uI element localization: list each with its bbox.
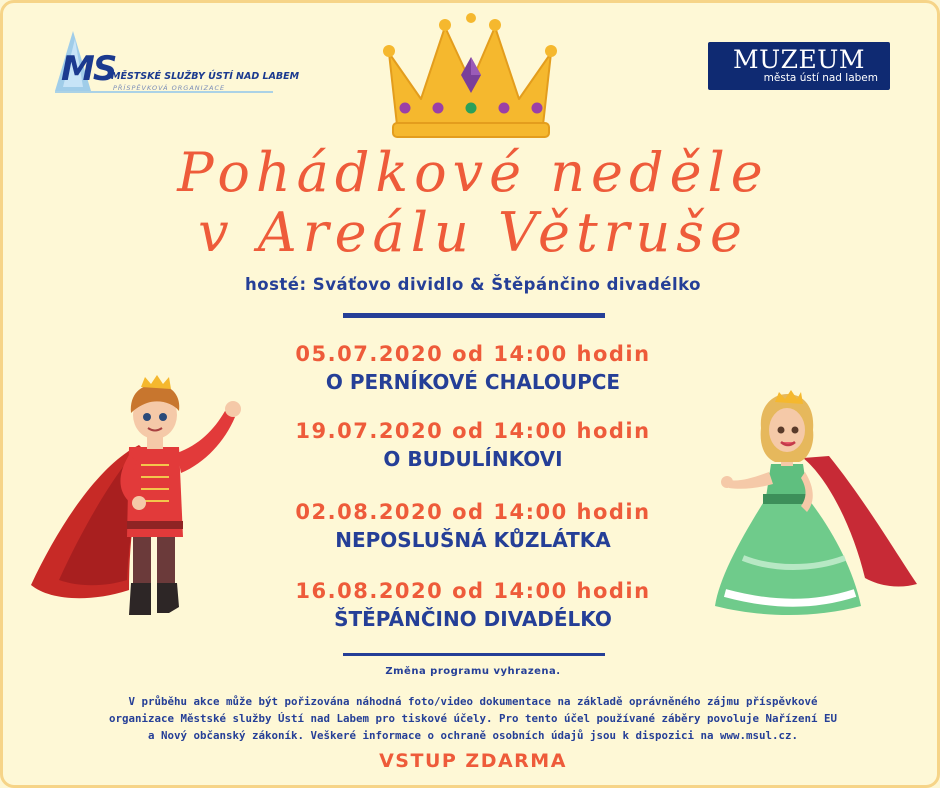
ms-logo bbox=[51, 25, 300, 99]
divider-bottom bbox=[343, 653, 605, 656]
princess-illustration bbox=[703, 388, 923, 623]
title-line-2: v Areálu Větruše bbox=[198, 201, 748, 264]
disclaimer-line: organizace Městské služby Ústí nad Labem pro tiskové účely. Pro tento účel používané záběry povoluje Nařízení EU bbox=[108, 712, 838, 725]
gdpr-disclaimer bbox=[73, 693, 873, 744]
event-title: NEPOSLUŠNÁ KŮZLÁTKA bbox=[335, 528, 611, 552]
ms-logo-letters: MS bbox=[61, 49, 116, 89]
event-title: O BUDULÍNKOVI bbox=[383, 447, 563, 471]
crown-icon bbox=[383, 13, 558, 141]
event-title: ŠTĚPÁNČINO DIVADÉLKO bbox=[334, 607, 612, 631]
muzeum-logo-subtitle: města ústí nad labem bbox=[763, 72, 878, 84]
guests-subtitle: hosté: Sváťovo dividlo & Štěpánčino divadélko bbox=[244, 275, 701, 294]
free-entry-label: VSTUP ZDARMA bbox=[379, 750, 567, 772]
event-date: 16.08.2020 od 14:00 hodin bbox=[295, 579, 651, 603]
divider-top bbox=[343, 313, 605, 318]
prince-illustration bbox=[29, 375, 249, 623]
event-title: O PERNÍKOVÉ CHALOUPCE bbox=[325, 370, 621, 394]
event-date: 02.08.2020 od 14:00 hodin bbox=[295, 500, 651, 524]
title-line-1: Pohádkové neděle bbox=[177, 141, 769, 204]
muzeum-logo-title: MUZEUM bbox=[733, 45, 865, 74]
ms-logo-name: MĚSTSKÉ SLUŽBY ÚSTÍ NAD LABEM bbox=[111, 71, 300, 82]
event-date: 19.07.2020 od 14:00 hodin bbox=[295, 419, 651, 443]
disclaimer-line: V průběhu akce může být pořizována náhodná foto/video dokumentace na základě oprávněného zájmu příspěvkové bbox=[128, 695, 818, 708]
muzeum-logo bbox=[708, 42, 890, 90]
event-date: 05.07.2020 od 14:00 hodin bbox=[295, 342, 651, 366]
disclaimer-line: a Nový občanský zákoník. Veškeré informace o ochraně osobních údajů jsou k dispozici na www.msul.cz. bbox=[147, 729, 799, 742]
ms-logo-subtitle: PŘÍSPĚVKOVÁ ORGANIZACE bbox=[113, 84, 226, 92]
program-change-note: Změna programu vyhrazena. bbox=[385, 666, 561, 677]
